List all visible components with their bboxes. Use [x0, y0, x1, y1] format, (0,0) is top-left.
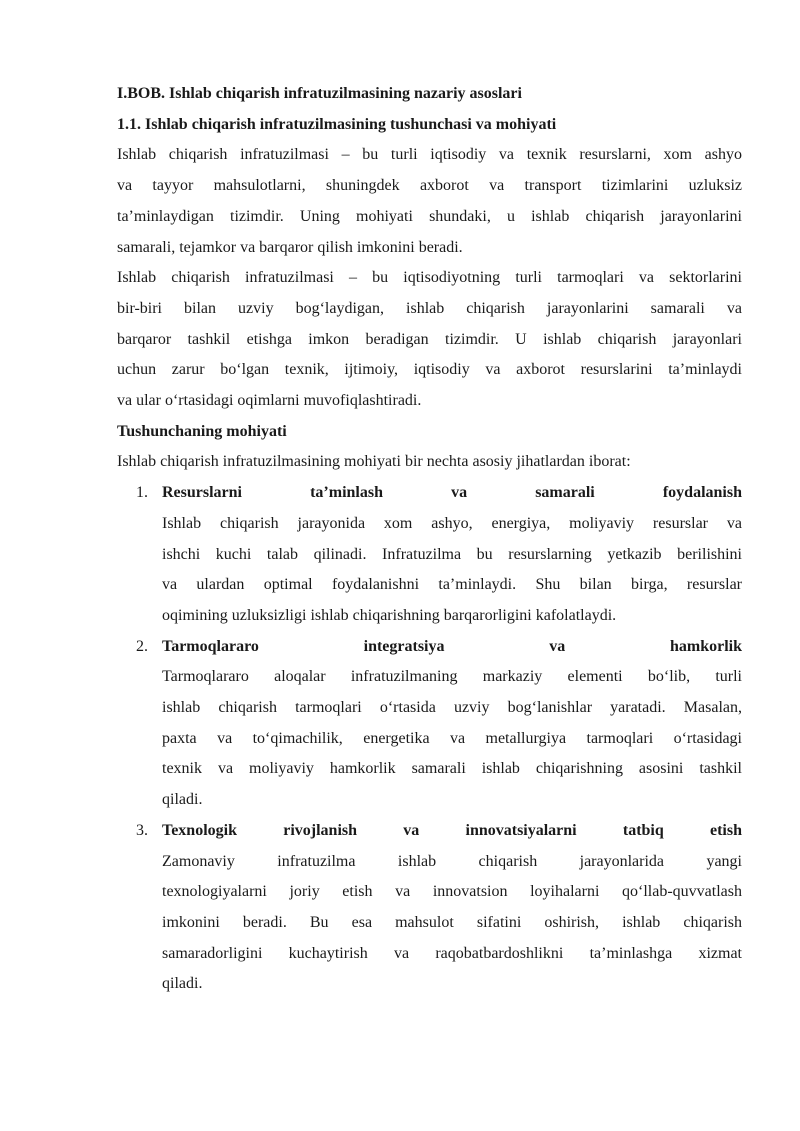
- aspects-list: [117, 478, 742, 1000]
- paragraph-line: uchun zarur bo‘lgan texnik, ijtimoiy, iqtisodiy va axborot resurslarini ta’minlaydi: [117, 361, 742, 379]
- subheading: Tushunchaning mohiyati: [117, 422, 287, 440]
- list-item-line: oqimining uzluksizligi ishlab chiqarishning barqarorligini kafolatlaydi.: [162, 606, 617, 624]
- list-item-line: ishlab chiqarish tarmoqlari o‘rtasida uzviy bog‘lanishlar yaratadi. Masalan,: [162, 699, 742, 717]
- chapter-heading: I.BOB. Ishlab chiqarish infratuzilmasining nazariy asoslari: [117, 85, 522, 102]
- paragraph-line: bir-biri bilan uzviy bog‘laydigan, ishlab chiqarish jarayonlarini samarali va: [117, 299, 742, 317]
- paragraph-line: va ular o‘rtasidagi oqimlarni muvofiqlashtiradi.: [117, 392, 422, 410]
- paragraph-line: barqaror tashkil etishga imkon beradigan tizimdir. U ishlab chiqarish jarayonlari: [117, 330, 742, 348]
- list-item-line: samaradorligini kuchaytirish va raqobatbardoshlikni ta’minlashga xizmat: [162, 944, 742, 962]
- list-item: [117, 632, 742, 816]
- list-item-line: qiladi.: [162, 791, 203, 809]
- list-item-line: texnik va moliyaviy hamkorlik samarali ishlab chiqarishning asosini tashkil: [162, 760, 742, 778]
- list-item-line: ishchi kuchi talab qilinadi. Infratuzilma bu resurslarning yetkazib berilishini: [162, 545, 742, 563]
- paragraph-1: [117, 140, 742, 263]
- section-heading: 1.1. Ishlab chiqarish infratuzilmasining tushunchasi va mohiyati: [117, 115, 557, 133]
- list-item-line: imkonini beradi. Bu esa mahsulot sifatini oshirish, ishlab chiqarish: [162, 913, 742, 931]
- list-number: 1.: [136, 484, 148, 502]
- list-item-title: Texnologik rivojlanish va innovatsiyalarni tatbiq etish: [162, 821, 742, 839]
- list-item-title: Tarmoqlararo integratsiya va hamkorlik: [162, 637, 742, 655]
- list-number: 2.: [136, 637, 148, 655]
- list-item-line: paxta va to‘qimachilik, energetika va metallurgiya tarmoqlari o‘rtasidagi: [162, 729, 742, 747]
- paragraph-2: [117, 263, 742, 417]
- list-item-line: Ishlab chiqarish jarayonida xom ashyo, energiya, moliyaviy resurslar va: [162, 514, 742, 532]
- paragraph-line: Ishlab chiqarish infratuzilmasi – bu iqtisodiyotning turli tarmoqlari va sektorlarini: [117, 269, 742, 287]
- list-number: 3.: [136, 821, 148, 839]
- intro-text: Ishlab chiqarish infratuzilmasining mohiyati bir nechta asosiy jihatlardan iborat:: [117, 453, 631, 471]
- list-item-title: Resurslarni ta’minlash va samarali foydalanish: [162, 484, 742, 502]
- list-item-line: Zamonaviy infratuzilma ishlab chiqarish jarayonlarida yangi: [162, 852, 742, 870]
- list-item-line: va ulardan optimal foydalanishni ta’minlaydi. Shu bilan birga, resurslar: [162, 576, 742, 594]
- list-item-line: qiladi.: [162, 975, 203, 993]
- list-item-line: texnologiyalarni joriy etish va innovatsion loyihalarni qo‘llab-quvvatlash: [162, 883, 742, 901]
- list-item: [117, 478, 742, 632]
- list-item: [117, 816, 742, 1000]
- list-item-line: Tarmoqlararo aloqalar infratuzilmaning markaziy elementi bo‘lib, turli: [162, 668, 742, 686]
- paragraph-line: ta’minlaydigan tizimdir. Uning mohiyati shundaki, u ishlab chiqarish jarayonlarini: [117, 207, 742, 225]
- paragraph-line: samarali, tejamkor va barqaror qilish imkonini beradi.: [117, 238, 463, 256]
- paragraph-line: va tayyor mahsulotlarni, shuningdek axborot va transport tizimlarini uzluksiz: [117, 177, 742, 195]
- paragraph-line: Ishlab chiqarish infratuzilmasi – bu turli iqtisodiy va texnik resurslarni, xom ashyo: [117, 146, 742, 164]
